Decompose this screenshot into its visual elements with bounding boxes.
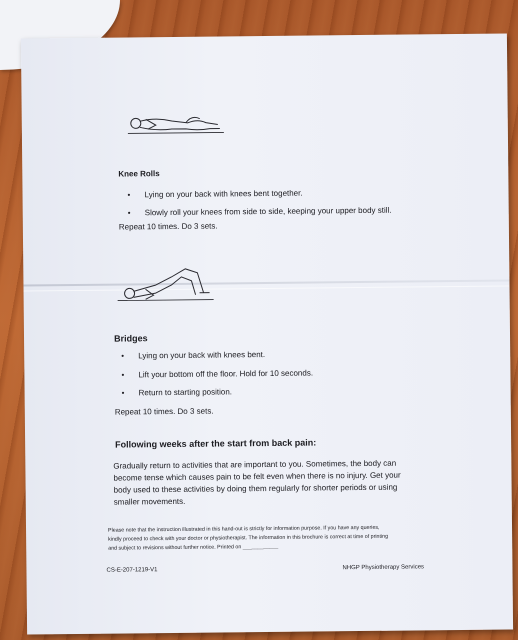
paper-fold-highlight [24, 285, 510, 291]
document-code: CS-E-207-1219-V1 [106, 567, 158, 574]
bridges-bullet: • Lift your bottom off the floor. Hold for 10 seconds. [138, 369, 313, 380]
disclaimer-line: Please note that the instruction illustrated in this hand-out is strictly for information purpose. If you have any queries, [108, 524, 380, 534]
knee-rolls-title: Knee Rolls [118, 169, 160, 179]
bridges-bullet: • Lying on your back with knees bent. [138, 350, 265, 360]
knee-rolls-illustration [126, 110, 226, 137]
exercise-handout-sheet [21, 33, 513, 634]
disclaimer-line: and subject to revisions without further notice. Printed on ____________ [108, 543, 279, 552]
following-weeks-title: Following weeks after the start from back pain: [115, 437, 317, 450]
organization-name: NHGP Physiotherapy Services [342, 564, 425, 572]
following-weeks-line: Gradually return to activities that are important to you. Sometimes, the body can [113, 458, 397, 471]
bridges-illustration [115, 263, 215, 304]
bridges-bullet: • Return to starting position. [139, 387, 232, 397]
disclaimer-line: kindly proceed to check with your doctor or physiotherapist. The information in this brochure is correct at time of printing [108, 533, 389, 543]
bridges-repeat: Repeat 10 times. Do 3 sets. [114, 406, 214, 417]
knee-rolls-bullet: • Lying on your back with knees bent together. [144, 189, 302, 200]
following-weeks-line: body used to these activities by doing them regularly for shorter periods or using [113, 482, 398, 495]
knee-rolls-bullet: • Slowly roll your knees from side to side, keeping your upper body still. [145, 206, 392, 218]
bridges-title: Bridges [113, 333, 148, 344]
following-weeks-line: smaller movements. [113, 496, 186, 507]
knee-rolls-repeat: Repeat 10 times. Do 3 sets. [118, 221, 218, 232]
following-weeks-line: become tense which causes pain to be felt even when there is no injury. Get your [113, 470, 401, 483]
